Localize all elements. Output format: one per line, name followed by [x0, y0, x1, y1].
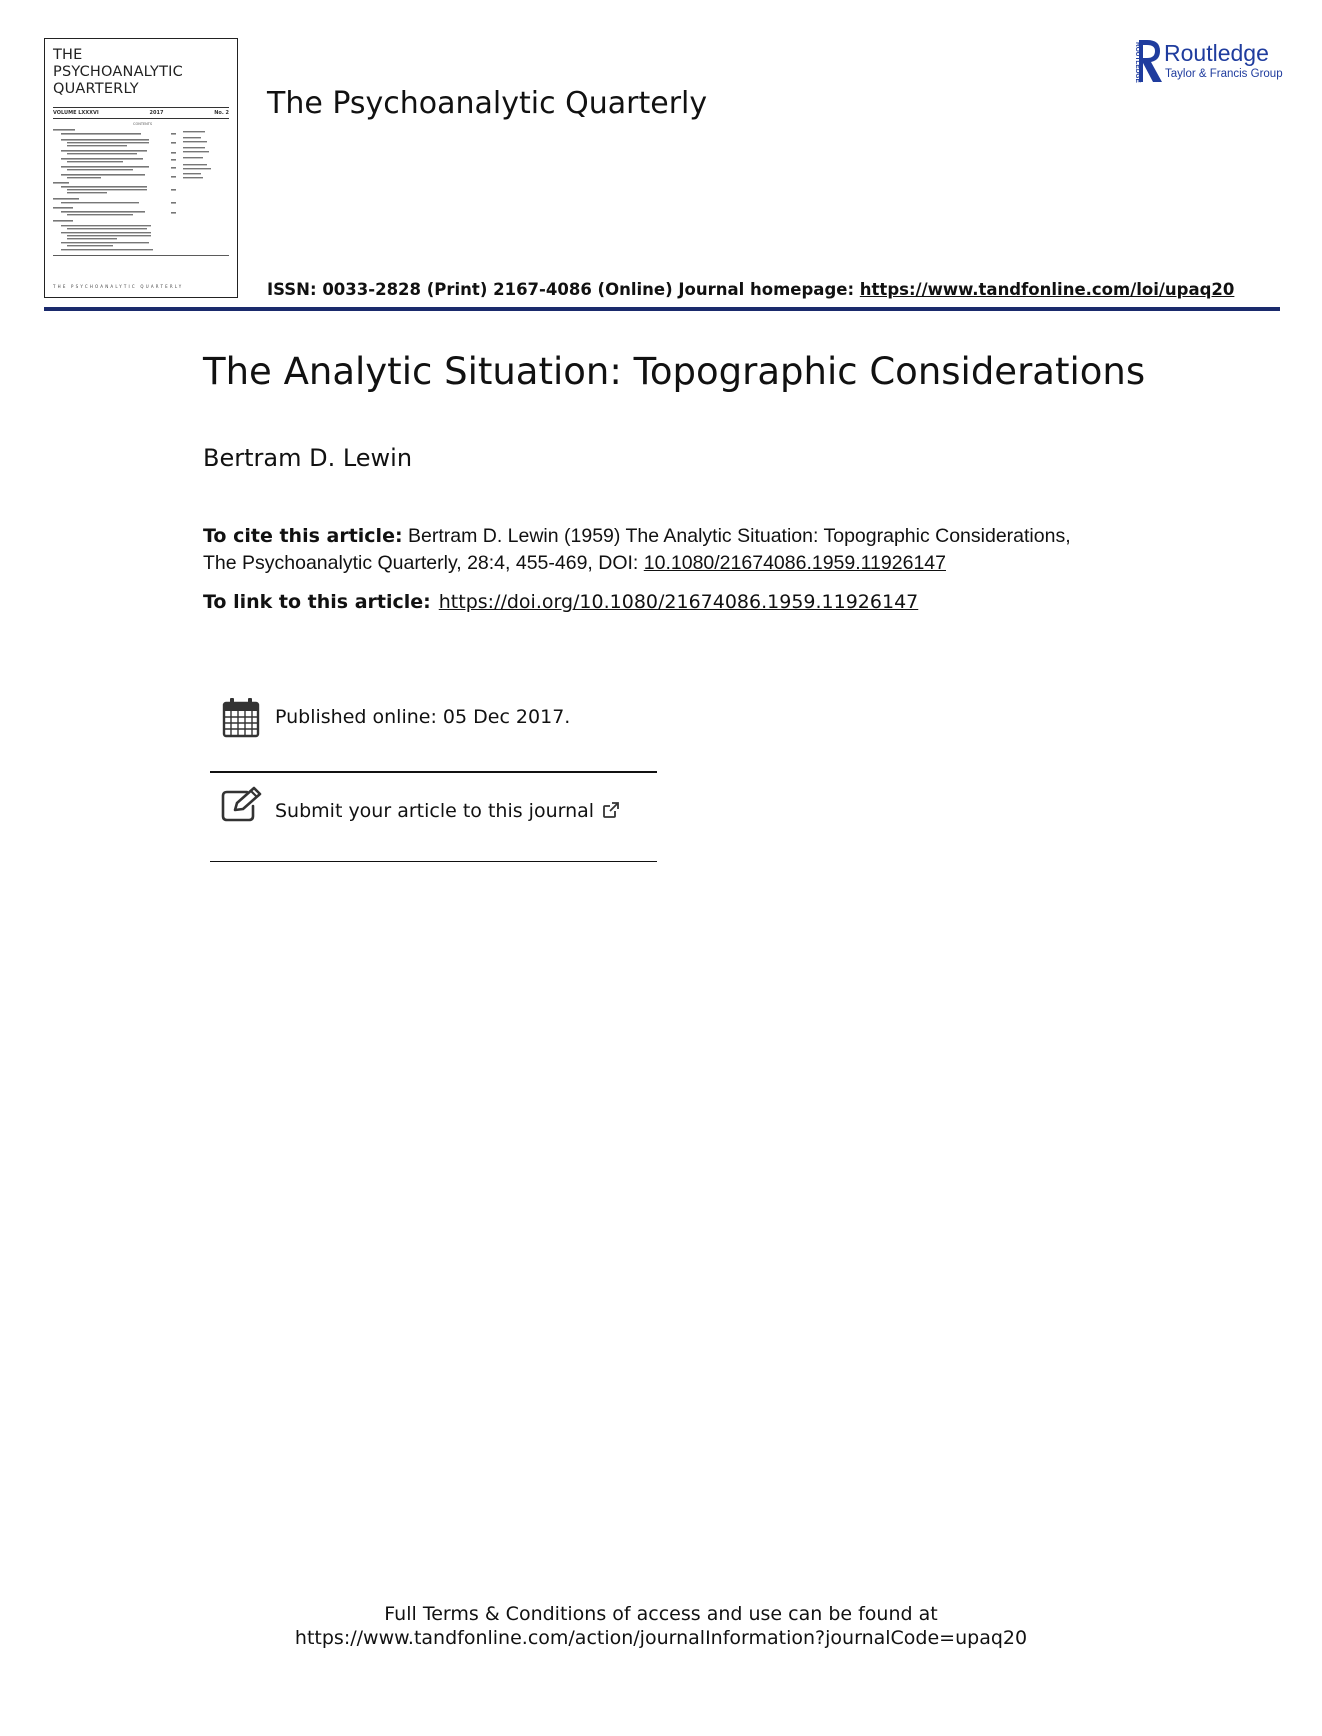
cover-number: No. 2: [214, 110, 229, 116]
cover-rule: [53, 107, 229, 108]
journal-cover-thumbnail: [44, 38, 238, 298]
cover-year: 2017: [149, 110, 164, 116]
cover-contents-label: CONTENTS: [133, 122, 153, 126]
publisher-brand: Routledge: [1164, 40, 1269, 66]
issn-line: [267, 280, 1234, 299]
published-online: Published online: 05 Dec 2017.: [275, 706, 571, 728]
issn-text: ISSN: 0033-2828 (Print) 2167-4086 (Online) Journal homepage:: [267, 280, 860, 299]
cover-footer: THE PSYCHOANALYTIC QUARTERLY: [53, 284, 184, 289]
article-link-row: [203, 591, 918, 613]
cover-volume: VOLUME LXXXVI: [53, 110, 99, 116]
doi-link[interactable]: 10.1080/21674086.1959.11926147: [643, 552, 946, 574]
journal-homepage-link[interactable]: https://www.tandfonline.com/loi/upaq20: [859, 280, 1235, 299]
terms-url[interactable]: https://www.tandfonline.com/action/journalInformation?journalCode=upaq20: [294, 1627, 1028, 1649]
cover-title-line: THE: [53, 47, 83, 63]
routledge-logo[interactable]: [1127, 38, 1287, 86]
article-author: Bertram D. Lewin: [203, 444, 413, 472]
divider: [210, 861, 657, 862]
cover-meta: [53, 110, 229, 116]
routledge-mark-text: ROUTLEDGE: [1134, 42, 1141, 83]
cite-text: The Psychoanalytic Quarterly, 28:4, 455-469, DOI:: [203, 552, 644, 574]
cover-contents-lines: [53, 121, 229, 286]
edit-icon[interactable]: [221, 786, 263, 826]
cite-label: To cite this article:: [203, 525, 403, 547]
journal-name: The Psychoanalytic Quarterly: [267, 86, 708, 121]
routledge-mark-icon: [1127, 38, 1163, 84]
terms-footer: [0, 1602, 1322, 1650]
divider: [210, 771, 657, 773]
link-label: To link to this article:: [203, 591, 431, 613]
cover-title: [53, 47, 183, 98]
article-title: The Analytic Situation: Topographic Considerations: [203, 350, 1146, 393]
header-divider: [44, 307, 1280, 311]
submit-article-link[interactable]: [275, 800, 620, 824]
submit-article-label[interactable]: Submit your article to this journal: [275, 800, 595, 822]
cite-text: Bertram D. Lewin (1959) The Analytic Situation: Topographic Considerations,: [402, 525, 1071, 547]
cover-title-line: PSYCHOANALYTIC: [53, 64, 183, 80]
citation-block: [203, 523, 1203, 577]
footer-line: Full Terms & Conditions of access and use can be found at: [384, 1603, 938, 1625]
cover-rule: [53, 118, 229, 119]
cover-title-line: QUARTERLY: [53, 81, 139, 97]
publisher-group: Taylor & Francis Group: [1165, 68, 1283, 80]
external-link-icon: [602, 801, 620, 824]
article-doi-url[interactable]: https://doi.org/10.1080/21674086.1959.11926147: [438, 591, 919, 613]
calendar-icon: [221, 697, 261, 743]
